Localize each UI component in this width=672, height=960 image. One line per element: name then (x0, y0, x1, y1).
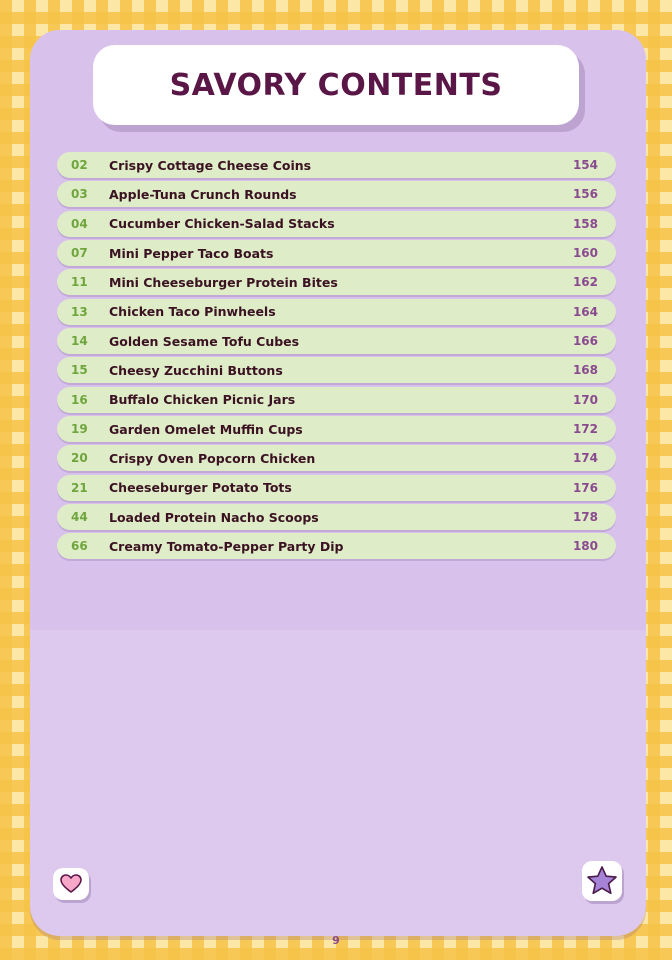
toc-number: 16 (71, 392, 88, 407)
toc-row[interactable] (57, 181, 616, 207)
toc-page: 174 (572, 451, 598, 466)
toc-page: 162 (572, 275, 598, 290)
toc-title: Loaded Protein Nacho Scoops (109, 509, 319, 525)
toc-number: 19 (71, 422, 88, 437)
toc-title: Mini Cheeseburger Protein Bites (109, 274, 338, 290)
toc-title: Garden Omelet Muffin Cups (109, 421, 303, 437)
toc-number: 02 (71, 158, 88, 172)
toc-number: 07 (71, 246, 88, 261)
toc-page: 156 (572, 187, 598, 202)
toc-title: Chicken Taco Pinwheels (109, 304, 276, 320)
toc-page: 178 (572, 510, 598, 525)
toc-page: 154 (572, 158, 598, 172)
toc-title: Cheeseburger Potato Tots (109, 480, 292, 496)
toc-number: 15 (71, 363, 88, 378)
toc-page: 160 (572, 246, 598, 261)
toc-row[interactable] (57, 211, 616, 237)
toc-row[interactable] (57, 299, 616, 325)
toc-row[interactable] (57, 240, 616, 266)
toc-row[interactable] (57, 269, 616, 295)
toc-page: 168 (572, 363, 598, 378)
toc-page: 180 (572, 539, 598, 554)
toc-page: 176 (572, 480, 598, 495)
toc-page: 172 (572, 422, 598, 437)
toc-page: 166 (572, 334, 598, 349)
star-icon (586, 865, 618, 897)
star-badge (582, 861, 622, 901)
toc-row[interactable] (57, 533, 616, 559)
toc-row[interactable] (57, 475, 616, 501)
toc-title: Buffalo Chicken Picnic Jars (109, 392, 296, 408)
toc-title: Cheesy Zucchini Buttons (109, 362, 283, 378)
page-title: SAVORY CONTENTS (169, 67, 503, 103)
toc-row[interactable] (57, 445, 616, 471)
toc-number: 03 (71, 187, 88, 202)
toc-title: Cucumber Chicken-Salad Stacks (109, 216, 335, 232)
toc-number: 44 (71, 510, 88, 525)
toc-row[interactable] (57, 328, 616, 354)
toc-row[interactable] (57, 387, 616, 413)
toc-title: Apple-Tuna Crunch Rounds (109, 186, 297, 202)
toc-title: Mini Pepper Taco Boats (109, 245, 274, 261)
contents-card (30, 30, 646, 936)
toc-number: 04 (71, 216, 88, 231)
toc-row[interactable] (57, 504, 616, 530)
toc-page: 170 (572, 392, 598, 407)
toc-row[interactable] (57, 152, 616, 178)
toc-row[interactable] (57, 416, 616, 442)
toc-number: 66 (71, 539, 88, 554)
toc-title: Creamy Tomato-Pepper Party Dip (109, 538, 344, 554)
toc-number: 11 (71, 275, 88, 290)
table-of-contents (57, 152, 616, 563)
toc-page: 164 (572, 304, 598, 319)
toc-page: 158 (572, 216, 598, 231)
page-number: 9 (332, 934, 340, 947)
title-banner (93, 45, 579, 125)
toc-title: Crispy Oven Popcorn Chicken (109, 450, 316, 466)
toc-title: Golden Sesame Tofu Cubes (109, 333, 300, 349)
toc-row[interactable] (57, 357, 616, 383)
toc-title: Crispy Cottage Cheese Coins (109, 157, 312, 173)
toc-number: 14 (71, 334, 88, 349)
heart-badge (53, 868, 89, 900)
toc-number: 13 (71, 304, 88, 319)
toc-number: 21 (71, 480, 88, 495)
toc-number: 20 (71, 451, 88, 466)
heart-icon (60, 874, 82, 894)
